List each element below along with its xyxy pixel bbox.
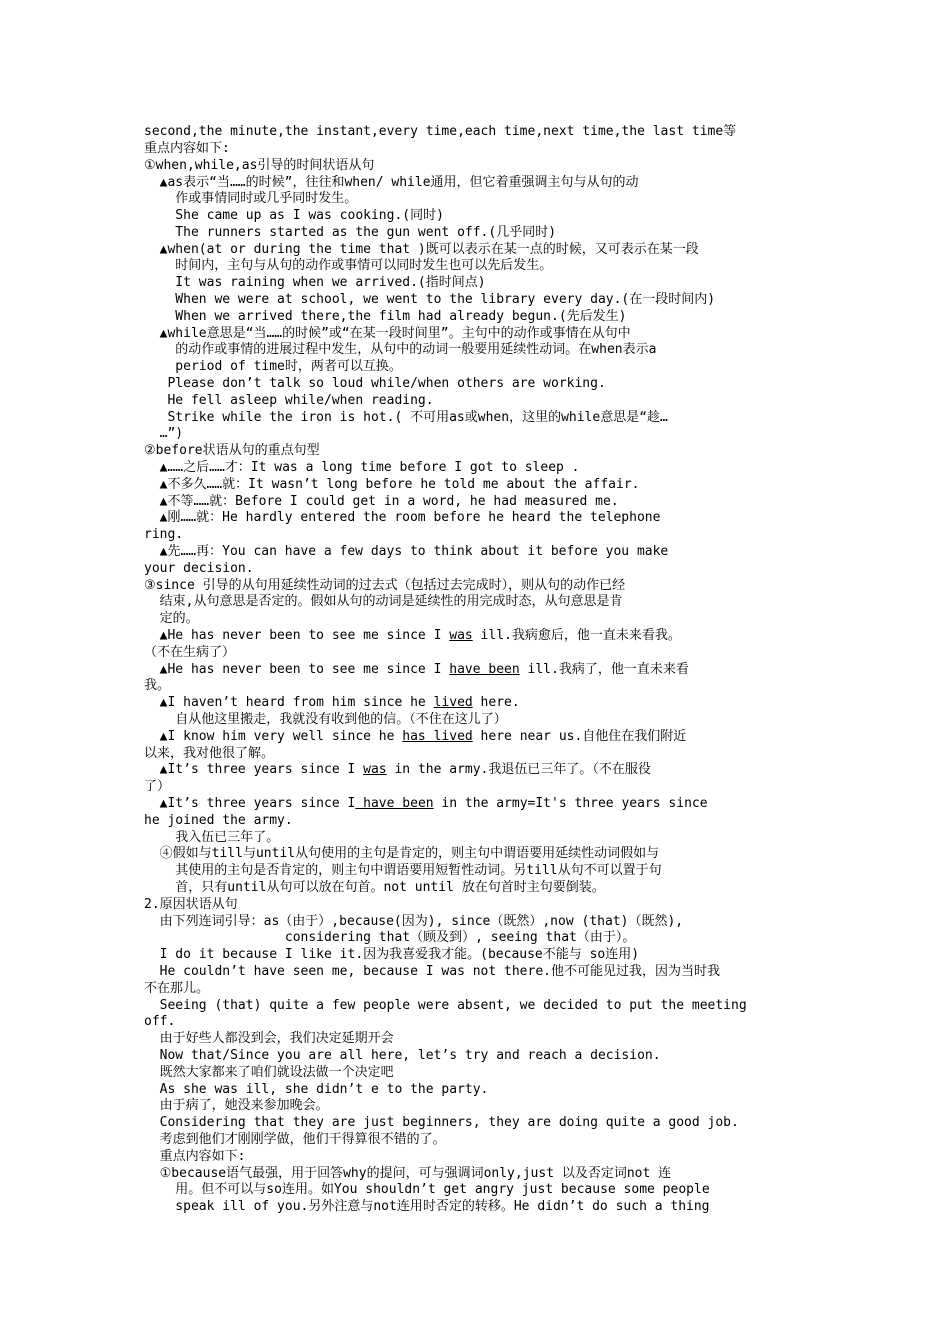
- text-line: ②before状语从句的重点句型: [144, 443, 320, 458]
- text-line: Strike while the iron is hot.( 不可用as或when，这里的while意思是“趁…: [144, 410, 668, 425]
- text-line: 以来，我对他很了解。: [144, 746, 275, 761]
- text-line: 结束,从句意思是否定的。假如从句的动词是延续性的用完成时态，从句意思是肯: [144, 594, 623, 609]
- text-line: ④假如与till与until从句使用的主句是肯定的，则主句中谓语要用延续性动词假如与: [144, 846, 660, 861]
- underlined-text: lived: [433, 695, 473, 710]
- text-line: 重点内容如下:: [144, 1149, 246, 1164]
- text-line: 考虑到他们才刚刚学做，他们干得算很不错的了。: [144, 1132, 446, 1147]
- text-line: period of time时，两者可以互换。: [144, 359, 402, 374]
- text-line: Please don’t talk so loud while/when others are working.: [144, 376, 606, 391]
- underlined-text: has lived: [402, 729, 473, 744]
- text-line: ▲I haven’t heard from him since he lived here.: [144, 695, 520, 710]
- text-line: 的动作或事情的进展过程中发生，从句中的动词一般要用延续性动词。在when表示a: [144, 342, 657, 357]
- text-line: ▲刚……就：He hardly entered the room before he heard the telephone: [144, 510, 661, 525]
- underlined-text: have been: [355, 796, 434, 811]
- text-line: ▲He has never been to see me since I have been ill.我病了，他一直未来看: [144, 662, 689, 677]
- text-line: 其使用的主句是否肯定的，则主句中谓语要用短暂性动词。另till从句不可以置于句: [144, 863, 662, 878]
- underlined-text: have been: [449, 662, 520, 677]
- text-line: ▲He has never been to see me since I was ill.我病愈后，他一直未来看我。: [144, 628, 681, 643]
- text-line: As she was ill, she didn’t e to the party.: [144, 1082, 489, 1097]
- text-line: second,the minute,the instant,every time,each time,next time,the last time等: [144, 124, 737, 139]
- text-line: 作或事情同时或几乎同时发生。: [144, 191, 358, 206]
- underlined-text: was: [363, 762, 387, 777]
- text-line: 2.原因状语从句: [144, 897, 238, 912]
- text-line: 我。: [144, 678, 171, 693]
- text-line: speak ill of you.另外注意与not连用时否定的转移。He didn’t do such a thing: [144, 1199, 710, 1214]
- text-line: 由下列连词引导：as（由于）,because(因为), since（既然）,now (that)（既然),: [144, 914, 684, 929]
- text-line: off.: [144, 1014, 176, 1029]
- text-line: 由于好些人都没到会，我们决定延期开会: [144, 1031, 394, 1046]
- text-line: 用。但不可以与so连用。如You shouldn’t get angry just because some people: [144, 1182, 710, 1197]
- text-line: ▲It’s three years since I was in the army.我退伍已三年了。（不在服役: [144, 762, 651, 777]
- text-line: ▲不多久……就：It wasn’t long before he told me about the affair.: [144, 477, 640, 492]
- text-line: 首，只有until从句可以放在句首。not until 放在句首时主句要倒装。: [144, 880, 605, 895]
- text-line: When we arrived there,the film had already begun.(先后发生): [144, 309, 627, 324]
- text-line: 我入伍已三年了。: [144, 830, 280, 845]
- text-line: ▲先……再：You can have a few days to think about it before you make: [144, 544, 669, 559]
- text-line: When we were at school, we went to the library every day.(在一段时间内): [144, 292, 716, 307]
- text-line: Considering that they are just beginners, they are doing quite a good job.: [144, 1115, 739, 1130]
- text-line: he joined the army.: [144, 813, 293, 828]
- text-line: 自从他这里搬走，我就没有收到他的信。（不住在这儿了）: [144, 712, 507, 727]
- text-line: 了）: [144, 779, 171, 794]
- text-line: ▲I know him very well since he has lived here near us.自他住在我们附近: [144, 729, 687, 744]
- text-line: She came up as I was cooking.(同时): [144, 208, 444, 223]
- text-line: ①because语气最强，用于回答why的提问，可与强调词only,just 以及否定词not 连: [144, 1166, 672, 1181]
- text-line: 定的。: [144, 611, 199, 626]
- text-line: It was raining when we arrived.(指时间点): [144, 275, 486, 290]
- text-line: ③since 引导的从句用延续性动词的过去式（包括过去完成时），则从句的动作已经: [144, 578, 626, 593]
- text-line: …”): [144, 426, 184, 441]
- text-line: 不在那儿。: [144, 981, 210, 996]
- text-line: Seeing (that) quite a few people were absent, we decided to put the meeting: [144, 998, 747, 1013]
- text-line: your decision.: [144, 561, 254, 576]
- text-line: Now that/Since you are all here, let’s try and reach a decision.: [144, 1048, 661, 1063]
- text-line: ▲as表示“当……的时候”，往往和when/ while通用，但它着重强调主句与从句的动: [144, 175, 639, 190]
- text-line: 时间内，主句与从句的动作或事情可以同时发生也可以先后发生。: [144, 258, 553, 273]
- text-line: He fell asleep while/when reading.: [144, 393, 434, 408]
- text-line: The runners started as the gun went off.(几乎同时): [144, 225, 557, 240]
- text-line: ▲……之后……才：It was a long time before I got to sleep .: [144, 460, 580, 475]
- text-line: ring.: [144, 527, 184, 542]
- text-line: I do it because I like it.因为我喜爱我才能。(because不能与 so连用): [144, 947, 640, 962]
- text-line: ▲It’s three years since I have been in the army=It's three years since: [144, 796, 708, 811]
- text-line: ▲不等……就：Before I could get in a word, he had measured me.: [144, 494, 619, 509]
- text-line: 由于病了，她没来参加晚会。: [144, 1098, 329, 1113]
- text-line: He couldn’t have seen me, because I was not there.他不可能见过我，因为当时我: [144, 964, 720, 979]
- text-line: 重点内容如下:: [144, 141, 230, 156]
- text-line: ▲when(at or during the time that )既可以表示在某一点的时候，又可表示在某一段: [144, 242, 699, 257]
- text-line: considering that（顾及到）, seeing that（由于）。: [144, 930, 636, 945]
- text-line: ①when,while,as引导的时间状语从句: [144, 158, 375, 173]
- underlined-text: was: [449, 628, 473, 643]
- text-line: 既然大家都来了咱们就设法做一个决定吧: [144, 1065, 394, 1080]
- text-line: （不在生病了）: [144, 645, 236, 660]
- text-line: ▲while意思是“当……的时候”或“在某一段时间里”。主句中的动作或事情在从句中: [144, 326, 631, 341]
